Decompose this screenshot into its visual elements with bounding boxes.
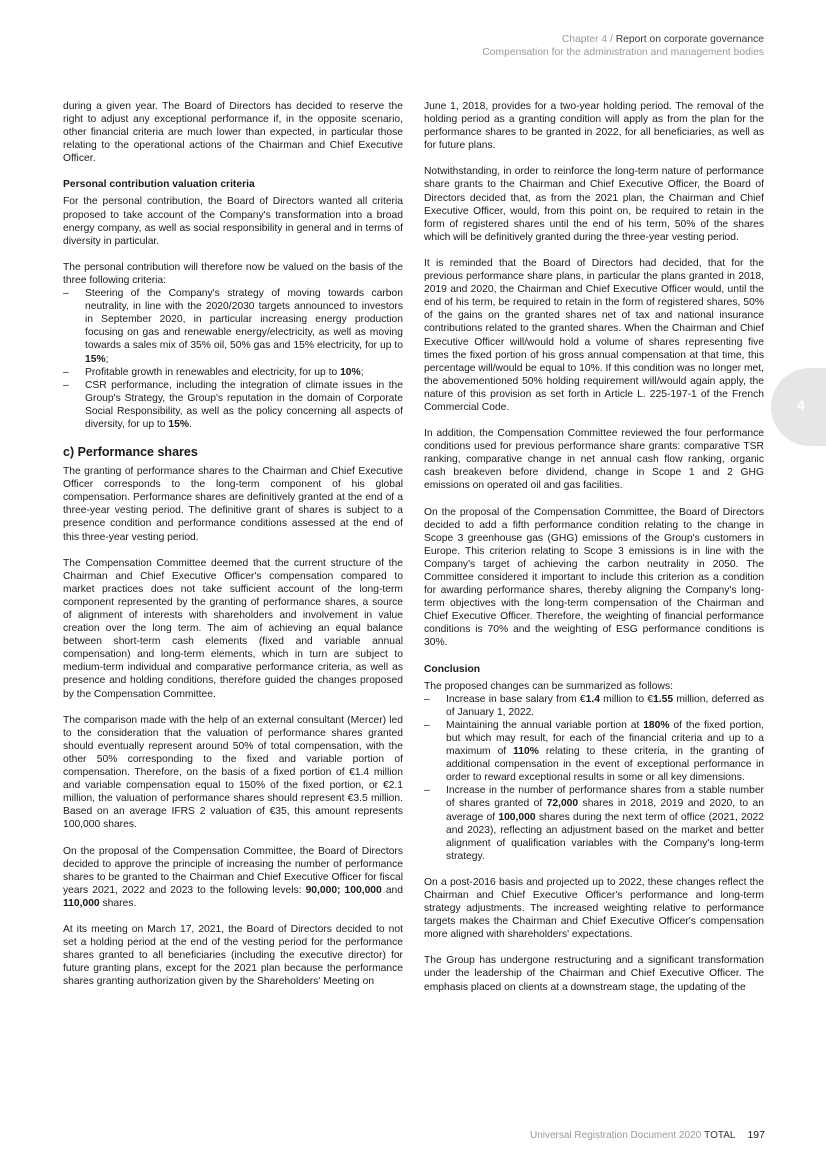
paragraph: It is reminded that the Board of Directors had decided, that for the previous performance share plans, in particular the plans granted in 2018, 2019 and 2020, the Chairman and Chief Executive Officer would, until the end of his term, be required to retain in the form of registered shares, 50% of the gains on the granted shares net of tax and national insurance contributions related to the granted shares. When the Chairman and Chief Executive Officer will/would hold a volume of shares representing five times the fixed portion of his gross annual compensation at that time, this percentage will/would be equal to 10%. If this condition was no longer met, the abovementioned 50% holding requirement will/would again apply, the nature of this provision as set forth in Article L. 225-197-1 of the French Commercial Code.: [424, 257, 764, 413]
subheading-personal-contribution: Personal contribution valuation criteria: [63, 179, 255, 191]
paragraph: The Compensation Committee deemed that the current structure of the Chairman and Chief Executive Officer's compensation compared to market practices does not take sufficient account of the long-term component represented by the granting of performance shares, a source of alignment of interests with shareholders and involvement in value creation over the long term. The aim of achieving an equal balance between short-term cash elements (fixed and variable annual compensation) and long-term elements, which in turn are subject to medium-term individual and comparative performance criteria, as well as presence and holding conditions, therefore guided the changes proposed by the Compensation Committee.: [63, 557, 403, 700]
left-column: [63, 100, 403, 1001]
paragraph: June 1, 2018, provides for a two-year holding period. The removal of the holding period as a granting condition will apply as from the plan for the performance shares to be granted in 2022, for all beneficiaries, as well as for future plans.: [424, 101, 764, 152]
paragraph: On the proposal of the Compensation Committee, the Board of Directors decided to approve the principle of increasing the number of performance shares to be granted to the Chairman and Chief Executive Officer for fiscal years 2021, 2022 and 2023 to the following levels: 90,000; 100,000 and 110,000 shares.: [63, 845, 403, 909]
list-item: – CSR performance, including the integration of climate issues in the Group's Strategy, the Group's reputation in the domain of Corporate Social Responsibility, as well as the policy concerning all aspects of diversity, for up to 15%.: [63, 379, 403, 431]
list-item: – Profitable growth in renewables and electricity, for up to 10%;: [63, 366, 403, 379]
paragraph: The comparison made with the help of an external consultant (Mercer) led to the consideration that the valuation of performance shares granted should eventually represent around 50% of total compensation, with the other 50% corresponding to the fixed and variable portion of compensation. Therefore, on the basis of a fixed portion of €1.4 million and variable compensation equal to 150% of the fixed portion, or €2.1 million, the valuation of performance shares should represent €3.5 million. Based on an average IFRS 2 valuation of €35, this amount represents 100,000 shares.: [63, 714, 403, 831]
list-item: – Steering of the Company's strategy of moving towards carbon neutrality, in line with the 2020/2030 targets announced to investors in September 2020, in particular increasing energy production focusing on gas and renewable energy/electricity, as well as moving towards a sales mix of 35% oil, 50% gas and 15% electricity, for up to 15%;: [63, 287, 403, 366]
footer-brand: TOTAL: [704, 1130, 736, 1141]
criteria-list: [63, 287, 403, 431]
section-heading-performance-shares: c) Performance shares: [63, 445, 198, 460]
chapter-label: Chapter 4 /: [561, 34, 613, 45]
paragraph: The Group has undergone restructuring and a significant transformation under the leadership of the Chairman and Chief Executive Officer. The emphasis placed on clients at a downstream stage, the updating of the: [424, 955, 764, 993]
chapter-tab: [771, 368, 826, 446]
subheading-conclusion: Conclusion: [424, 663, 481, 675]
footer-document-title: Universal Registration Document 2020: [529, 1130, 702, 1141]
page-number: 197: [747, 1129, 765, 1141]
paragraph: The personal contribution will therefore now be valued on the basis of the three following criteria:: [63, 261, 403, 286]
paragraph: Notwithstanding, in order to reinforce the long-term nature of performance share grants to the Chairman and Chief Executive Officer, the Board of Directors decided that, as from the 2021 plan, the Chairman and Chief Executive Officer, would, from this point on, be required to retain in the form of registered shares until the end of his term, 50% of the shares which will be definitively granted during the three-year vesting period.: [424, 166, 764, 243]
paragraph: The granting of performance shares to the Chairman and Chief Executive Officer corresponds to the long-term component of his global compensation. Performance shares are definitively granted at the end of a three-year vesting period. The definitive grant of shares is subject to a presence condition and performance conditions assessed at the end of this three-year vesting period.: [63, 466, 403, 543]
paragraph: On a post-2016 basis and projected up to 2022, these changes reflect the Chairman and Chief Executive Officer's performance and long-term strategy adjustments. The increased weighting relative to performance targets makes the Chairman and Chief Executive Officer's compensation more aligned with shareholders' expectations.: [424, 876, 764, 941]
list-item: – Increase in the number of performance shares from a stable number of shares granted of 72,000 shares in 2018, 2019 and 2020, to an average of 100,000 shares during the next term of office (2021, 2022 and 2023), reflecting an adjustment based on the market and better alignment of qualification variables with the Company's long-term strategy.: [424, 784, 764, 863]
paragraph: At its meeting on March 17, 2021, the Board of Directors decided to not set a holding period at the end of the vesting period for the performance shares granted to all beneficiaries (including the executive director) for future granting plans, except for the 2021 plan because the performance shares granting authorization given by the Shareholders' Meeting on: [63, 923, 403, 988]
paragraph: The proposed changes can be summarized as follows:: [424, 680, 673, 692]
list-item: – Increase in base salary from €1.4 million to €1.55 million, deferred as of January 1, 2022.: [424, 693, 764, 719]
conclusion-list: [424, 693, 764, 863]
page-header: [482, 33, 764, 59]
list-item: – Maintaining the annual variable portion at 180% of the fixed portion, but which may result, for each of the financial criteria and up to a maximum of 110% relating to these criteria, in the granting of additional compensation in the event of exceptional performance in order to reward exceptional results in some or all key dimensions.: [424, 719, 764, 784]
paragraph: For the personal contribution, the Board of Directors wanted all criteria proposed to take account of the Company's transformation into a broad energy company, as well as social responsibility in general and in terms of diversity in particular.: [63, 196, 403, 247]
chapter-line: [482, 33, 764, 46]
page-footer: [530, 1129, 765, 1141]
chapter-tab-number: 4: [797, 397, 805, 413]
paragraph: On the proposal of the Compensation Committee, the Board of Directors decided to add a fifth performance condition relating to the change in Scope 3 greenhouse gas (GHG) emissions of the Group's customers in Europe. This criterion relating to Scope 3 emissions is in line with the Company's target of achieving the carbon neutrality in 2050. The Committee considered it important to include this criterion as a condition for awarding performance shares, thereby aligning the Company's long-term objectives with the long-term compensation of the Chairman and Chief Executive Officer. Therefore, the weighting of financial performance conditions is 70% and the weighting of ESG performance conditions is 30%.: [424, 506, 764, 649]
chapter-title: Report on corporate governance: [615, 34, 764, 45]
paragraph: In addition, the Compensation Committee reviewed the four performance conditions used for previous performance share grants: comparative TSR ranking, comparative change in net annual cash flow ranking, organic cash breakeven before dividend, change in Scope 1 and 2 GHG emissions on operated oil and gas facilities.: [424, 428, 764, 492]
paragraph: during a given year. The Board of Directors has decided to reserve the right to adjust any exceptional performance if, in the opposite scenario, other financial criteria are much lower than expected, in particular those relating to the operational actions of the Chairman and Chief Executive Officer.: [63, 101, 403, 165]
section-subtitle: Compensation for the administration and management bodies: [482, 47, 764, 58]
right-column: [424, 100, 764, 1007]
